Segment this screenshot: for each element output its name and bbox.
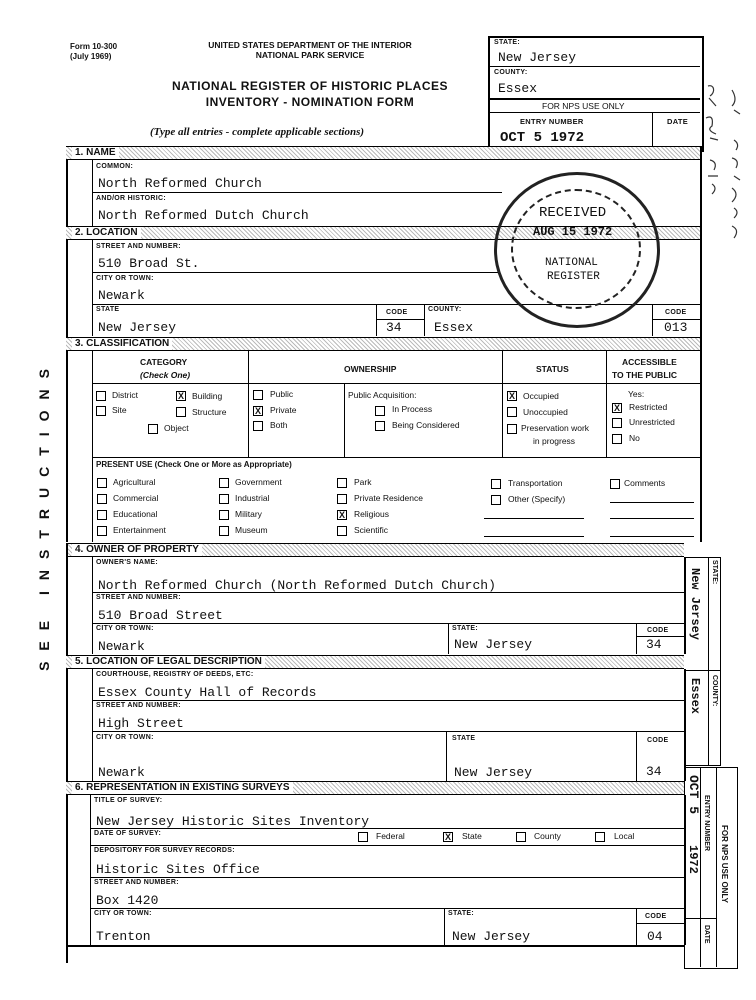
owner-name-value: North Reformed Church (North Reformed Dutch Church): [98, 578, 496, 593]
survey-title-value: New Jersey Historic Sites Inventory: [96, 814, 370, 829]
museum-label: Museum: [235, 525, 268, 535]
see-instructions-margin: SEE INSTRUCTIONS: [36, 358, 52, 671]
survey-street-label: STREET AND NUMBER:: [94, 879, 179, 886]
entry-number-value: OCT 5 1972: [500, 130, 585, 146]
status-heading: STATUS: [536, 364, 569, 374]
survey-state-value: New Jersey: [452, 929, 531, 944]
local-survey-label: Local: [614, 831, 635, 841]
being-considered-checkbox[interactable]: [375, 421, 385, 431]
legal-code-value: 34: [646, 764, 662, 779]
entertainment-checkbox[interactable]: [97, 526, 107, 536]
survey-title-label: TITLE OF SURVEY:: [94, 797, 163, 804]
margin-year-value: 1972: [686, 845, 700, 874]
location-street-label: STREET AND NUMBER:: [96, 243, 181, 250]
federal-label: Federal: [376, 831, 405, 841]
educational-checkbox[interactable]: [97, 510, 107, 520]
owner-city-value: Newark: [98, 639, 145, 654]
legal-street-value: High Street: [98, 716, 184, 731]
occupied-label: Occupied: [523, 391, 559, 401]
accessible-heading-1: ACCESSIBLE: [622, 357, 677, 367]
nps-use-label: FOR NPS USE ONLY: [542, 101, 625, 111]
government-checkbox[interactable]: [219, 478, 229, 488]
accessible-yes-label: Yes:: [628, 389, 645, 399]
state-box-county-value: Essex: [498, 81, 538, 96]
public-acquisition-label: Public Acquisition:: [348, 390, 417, 400]
religious-label: Religious: [354, 509, 389, 519]
survey-city-value: Trenton: [96, 929, 151, 944]
owner-city-label: CITY OR TOWN:: [96, 625, 154, 632]
being-considered-label: Being Considered: [392, 420, 460, 430]
ownership-heading: OWNERSHIP: [344, 364, 397, 374]
local-survey-checkbox[interactable]: [595, 832, 605, 842]
other-checkbox[interactable]: [491, 495, 501, 505]
transportation-label: Transportation: [508, 478, 563, 488]
survey-code-label: CODE: [645, 913, 667, 920]
legal-code-label: CODE: [647, 737, 669, 744]
in-process-checkbox[interactable]: [375, 406, 385, 416]
agricultural-checkbox[interactable]: [97, 478, 107, 488]
site-checkbox[interactable]: [96, 406, 106, 416]
historic-name-label: AND/OR HISTORIC:: [96, 195, 167, 202]
both-checkbox[interactable]: [253, 421, 263, 431]
structure-checkbox[interactable]: [176, 407, 186, 417]
site-label: Site: [112, 405, 127, 415]
owner-state-label: STATE:: [452, 625, 479, 632]
both-label: Both: [270, 420, 288, 430]
owner-street-label: STREET AND NUMBER:: [96, 594, 181, 601]
park-label: Park: [354, 477, 372, 487]
comments-label: Comments: [624, 478, 666, 488]
form-title: NATIONAL REGISTER OF HISTORIC PLACES INVENTORY - NOMINATION FORM: [171, 79, 449, 109]
owner-state-value: New Jersey: [454, 637, 533, 652]
federal-checkbox[interactable]: [358, 832, 368, 842]
margin-date-label: DATE: [703, 925, 710, 944]
common-name-label: COMMON:: [96, 163, 134, 170]
depository-label: DEPOSITORY FOR SURVEY RECORDS:: [94, 847, 235, 854]
restricted-checkbox[interactable]: X: [613, 403, 620, 413]
handwritten-notes: [700, 80, 750, 255]
owner-name-label: OWNER'S NAME:: [96, 559, 158, 566]
category-check-one: (Check One): [140, 370, 191, 380]
section-6-header: 6. REPRESENTATION IN EXISTING SURVEYS: [66, 781, 684, 795]
owner-code-value: 34: [646, 637, 662, 652]
location-county-label: COUNTY:: [428, 306, 462, 313]
common-name-value: North Reformed Church: [98, 176, 262, 191]
survey-date-label: DATE OF SURVEY:: [94, 830, 162, 837]
form-number: Form 10-300 (July 1969): [70, 42, 118, 61]
margin-nps-label: FOR NPS USE ONLY: [720, 825, 729, 903]
state-survey-label: State: [462, 831, 482, 841]
state-box-county-label: COUNTY:: [494, 69, 528, 76]
object-checkbox[interactable]: [148, 424, 158, 434]
section-3-header: 3. CLASSIFICATION: [66, 337, 700, 351]
margin-county-label: COUNTY:: [711, 675, 718, 707]
margin-state-label: STATE:: [711, 560, 718, 585]
state-box-state-label: STATE:: [494, 39, 521, 46]
county-survey-label: County: [534, 831, 561, 841]
present-use-heading: PRESENT USE (Check One or More as Appropriate): [96, 460, 292, 469]
park-checkbox[interactable]: [337, 478, 347, 488]
in-process-label: In Process: [392, 404, 433, 414]
instructions-note: (Type all entries - complete applicable sections): [150, 126, 365, 138]
margin-county-value: Essex: [688, 678, 702, 715]
margin-entry-value: OCT 5: [686, 775, 701, 815]
survey-street-value: Box 1420: [96, 893, 159, 908]
public-label: Public: [270, 389, 294, 399]
preservation-label-1: Preservation work: [521, 423, 590, 433]
building-label: Building: [192, 391, 223, 401]
agricultural-label: Agricultural: [113, 477, 156, 487]
owner-street-value: 510 Broad Street: [98, 608, 223, 623]
religious-checkbox[interactable]: X: [338, 510, 345, 520]
category-heading: CATEGORY: [140, 357, 188, 367]
district-label: District: [112, 390, 138, 400]
public-checkbox[interactable]: [253, 390, 263, 400]
structure-label: Structure: [192, 407, 227, 417]
military-checkbox[interactable]: [219, 510, 229, 520]
owner-code-label: CODE: [647, 627, 669, 634]
location-city-value: Newark: [98, 288, 145, 303]
accessible-heading-2: TO THE PUBLIC: [612, 370, 678, 380]
building-checkbox[interactable]: X: [177, 391, 184, 401]
location-street-value: 510 Broad St.: [98, 256, 200, 271]
comments-checkbox[interactable]: [610, 479, 620, 489]
commercial-checkbox[interactable]: [97, 494, 107, 504]
unrestricted-checkbox[interactable]: [612, 418, 622, 428]
legal-city-label: CITY OR TOWN:: [96, 734, 154, 741]
scientific-checkbox[interactable]: [337, 526, 347, 536]
entry-date-label: DATE: [667, 117, 689, 126]
state-survey-checkbox[interactable]: X: [444, 832, 451, 842]
legal-state-label: STATE: [452, 735, 476, 742]
scientific-label: Scientific: [354, 525, 389, 535]
location-state-label: STATE: [96, 306, 120, 313]
courthouse-value: Essex County Hall of Records: [98, 685, 317, 700]
transportation-checkbox[interactable]: [491, 479, 501, 489]
industrial-checkbox[interactable]: [219, 494, 229, 504]
industrial-label: Industrial: [235, 493, 270, 503]
occupied-checkbox[interactable]: X: [508, 391, 515, 401]
other-label: Other (Specify): [508, 494, 566, 504]
courthouse-label: COURTHOUSE, REGISTRY OF DEEDS, ETC:: [96, 671, 254, 678]
object-label: Object: [164, 423, 189, 433]
museum-checkbox[interactable]: [219, 526, 229, 536]
entertainment-label: Entertainment: [113, 525, 166, 535]
margin-entry-label: ENTRY NUMBER: [703, 795, 710, 852]
location-city-label: CITY OR TOWN:: [96, 275, 154, 282]
private-checkbox[interactable]: X: [254, 406, 261, 416]
entry-number-label: ENTRY NUMBER: [520, 117, 584, 126]
county-survey-checkbox[interactable]: [516, 832, 526, 842]
location-code2-value: 013: [664, 320, 688, 335]
legal-city-value: Newark: [98, 765, 145, 780]
survey-state-label: STATE:: [448, 910, 475, 917]
location-code-value: 34: [386, 320, 402, 335]
location-county-value: Essex: [434, 320, 474, 335]
survey-code-value: 04: [647, 929, 663, 944]
commercial-label: Commercial: [113, 493, 159, 503]
margin-state-value: New Jersey: [688, 568, 702, 641]
unrestricted-label: Unrestricted: [629, 417, 675, 427]
section-4-header: 4. OWNER OF PROPERTY: [66, 543, 684, 557]
district-checkbox[interactable]: [96, 391, 106, 401]
location-code2-label: CODE: [665, 309, 687, 316]
legal-state-value: New Jersey: [454, 765, 533, 780]
location-code-label: CODE: [386, 309, 408, 316]
private-residence-label: Private Residence: [354, 493, 423, 503]
unoccupied-label: Unoccupied: [523, 407, 568, 417]
private-residence-checkbox[interactable]: [337, 494, 347, 504]
preservation-label-2: in progress: [533, 436, 576, 446]
survey-city-label: CITY OR TOWN:: [94, 910, 152, 917]
legal-street-label: STREET AND NUMBER:: [96, 702, 181, 709]
government-label: Government: [235, 477, 282, 487]
no-label: No: [629, 433, 640, 443]
received-stamp: RECEIVED AUG 15 1972 NATIONAL REGISTER: [494, 172, 660, 328]
section-1-header: 1. NAME: [66, 146, 700, 160]
depository-value: Historic Sites Office: [96, 862, 260, 877]
state-box-state-value: New Jersey: [498, 50, 577, 65]
military-label: Military: [235, 509, 262, 519]
unoccupied-checkbox[interactable]: [507, 407, 517, 417]
preservation-checkbox[interactable]: [507, 424, 517, 434]
no-checkbox[interactable]: [612, 434, 622, 444]
educational-label: Educational: [113, 509, 158, 519]
historic-name-value: North Reformed Dutch Church: [98, 208, 309, 223]
department-heading: UNITED STATES DEPARTMENT OF THE INTERIOR NATIONAL PARK SERVICE: [208, 40, 412, 60]
restricted-label: Restricted: [629, 402, 668, 412]
section-5-header: 5. LOCATION OF LEGAL DESCRIPTION: [66, 655, 684, 669]
private-label: Private: [270, 405, 297, 415]
location-state-value: New Jersey: [98, 320, 177, 335]
section-2-header: 2. LOCATION: [66, 226, 700, 240]
frame-right: [700, 146, 702, 542]
